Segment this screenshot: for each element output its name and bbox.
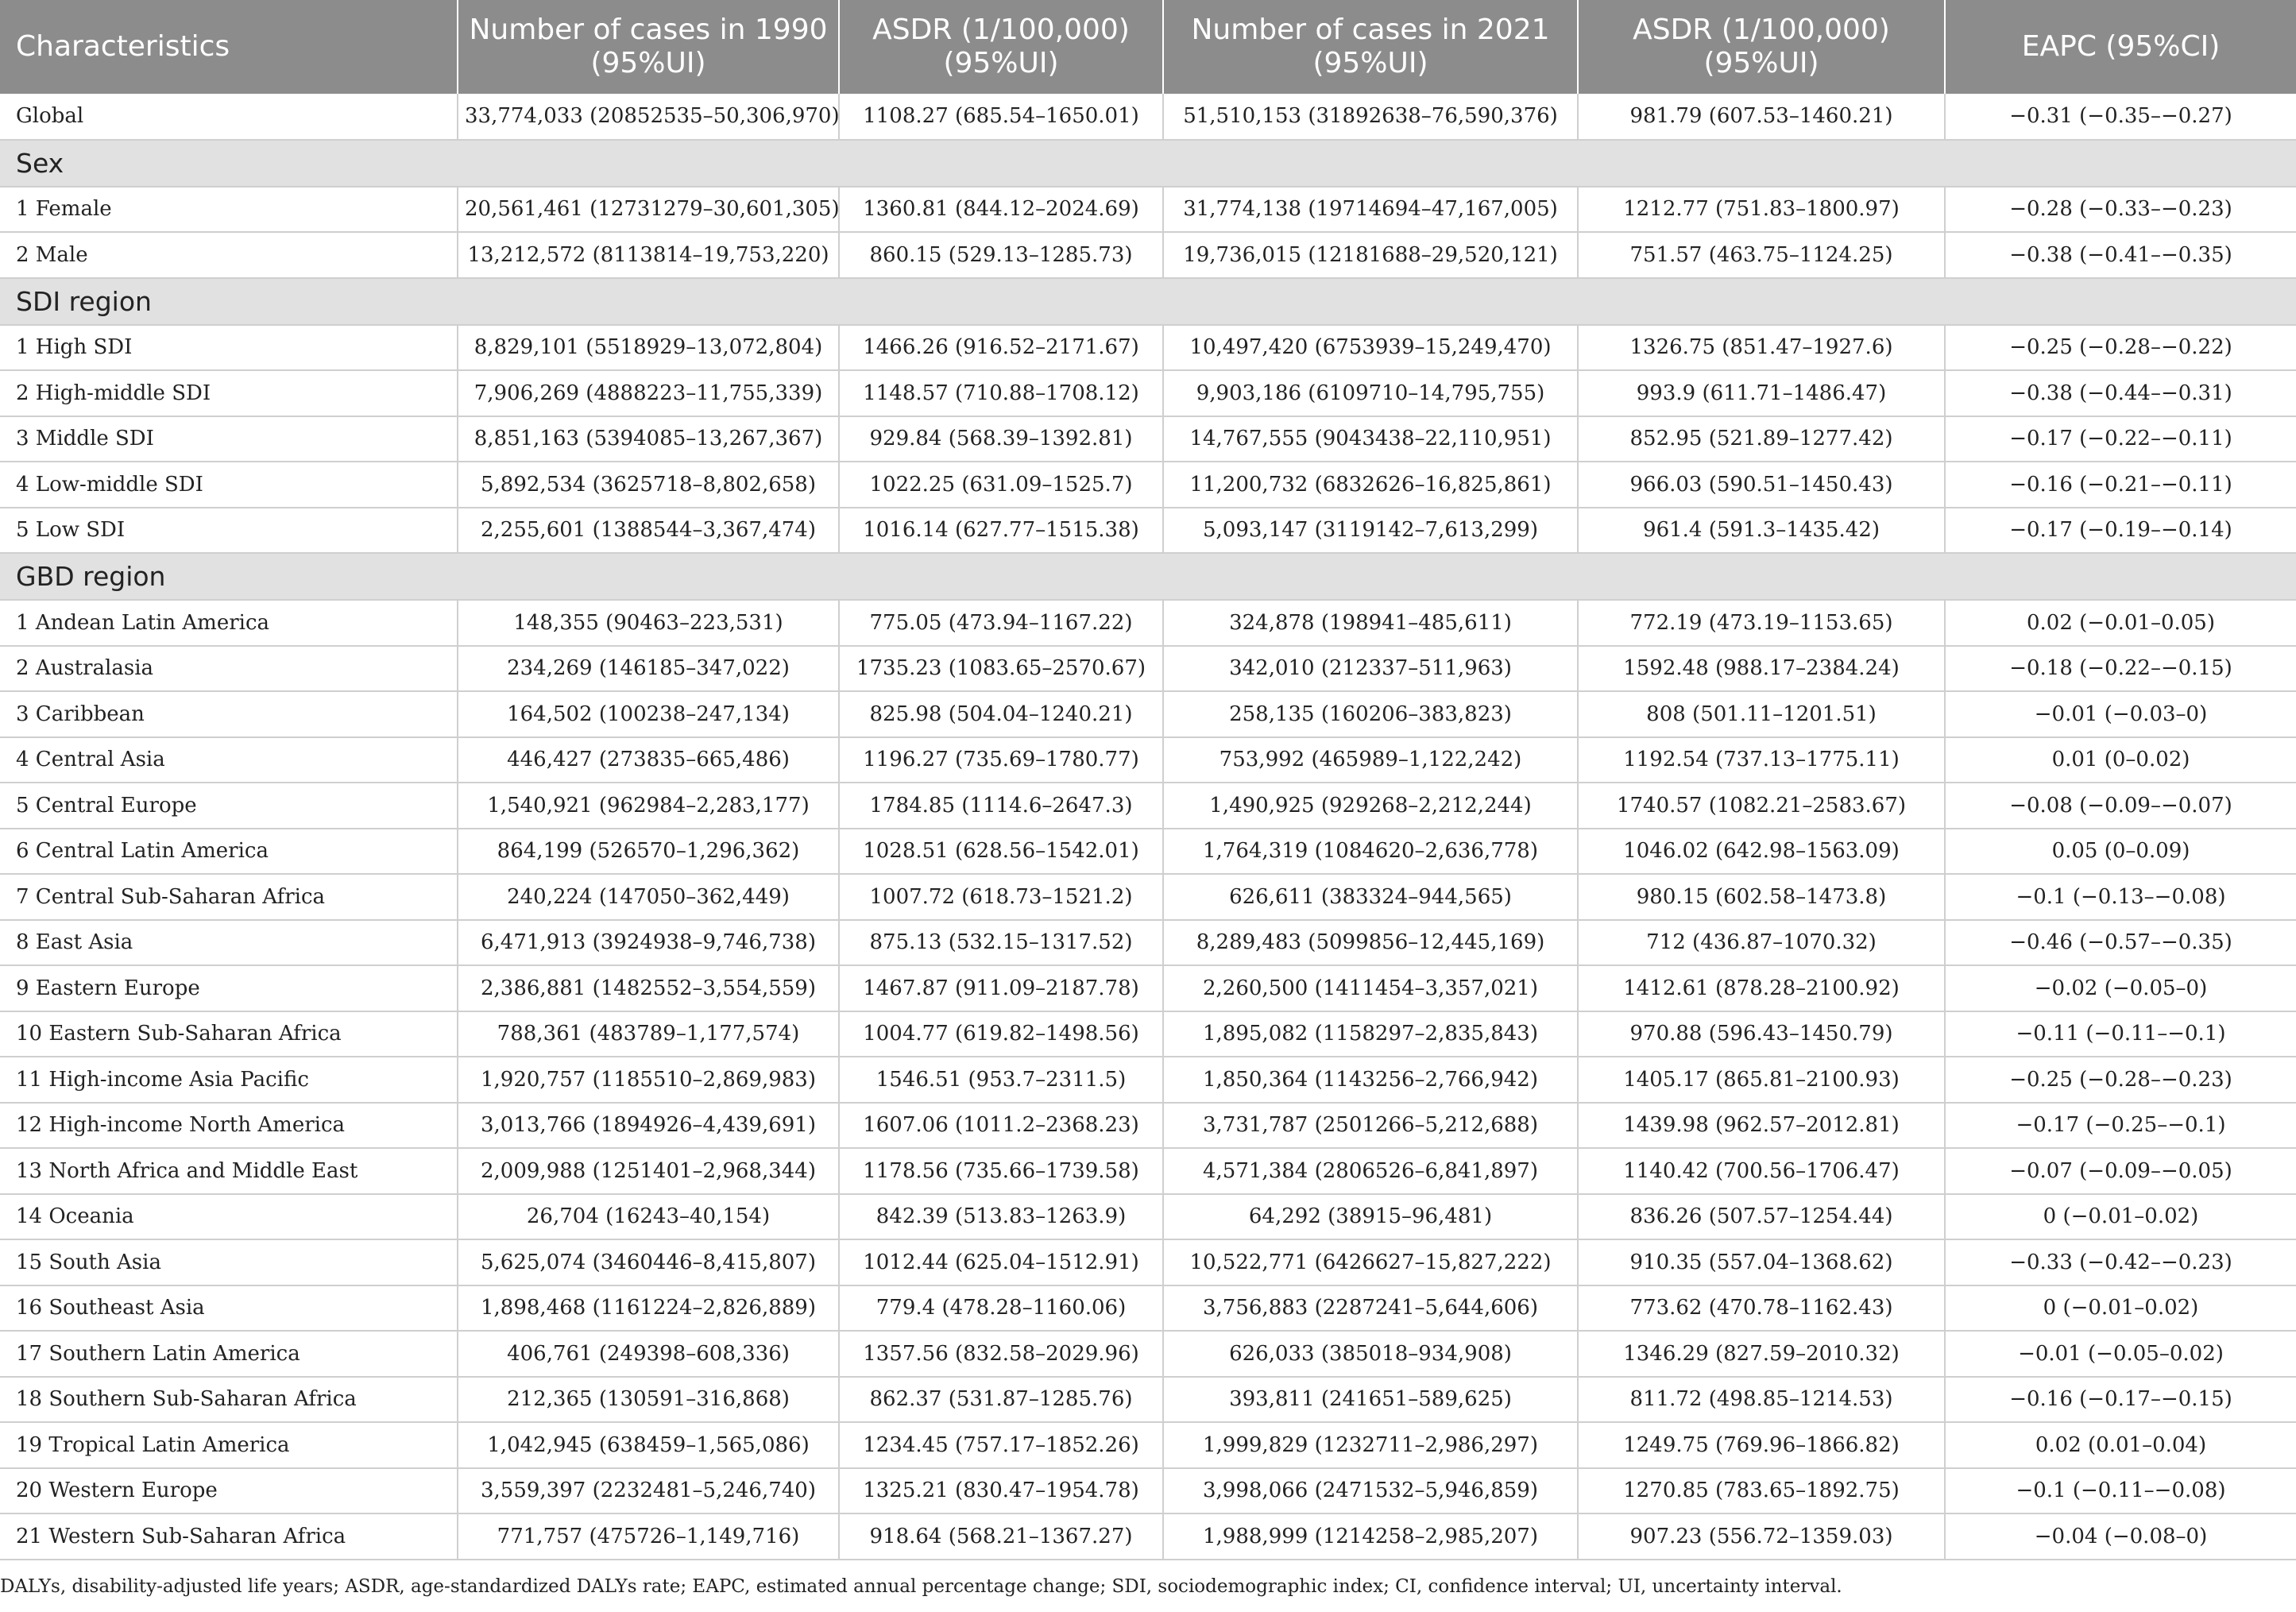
table-row: [0, 646, 2296, 692]
table-cell: −0.08 (−0.09–−0.07): [1945, 783, 2296, 829]
table-cell: 775.05 (473.94–1167.22): [839, 600, 1163, 646]
table-cell: 836.26 (507.57–1254.44): [1578, 1194, 1945, 1240]
table-cell: 6,471,913 (3924938–9,746,738): [458, 920, 839, 966]
table-cell: 13,212,572 (8113814–19,753,220): [458, 232, 839, 278]
table-cell: −0.33 (−0.42–−0.23): [1945, 1239, 2296, 1285]
table-cell: 771,757 (475726–1,149,716): [458, 1513, 839, 1560]
row-label: 9 Eastern Europe: [0, 965, 458, 1011]
table-cell: 5,093,147 (3119142–7,613,299): [1163, 508, 1578, 554]
table-cell: 4,571,384 (2806526–6,841,897): [1163, 1148, 1578, 1194]
table-cell: 1004.77 (619.82–1498.56): [839, 1011, 1163, 1057]
table-cell: 1740.57 (1082.21–2583.67): [1578, 783, 1945, 829]
table-cell: 907.23 (556.72–1359.03): [1578, 1513, 1945, 1560]
table-cell: 1270.85 (783.65–1892.75): [1578, 1468, 1945, 1514]
table-cell: 2,009,988 (1251401–2,968,344): [458, 1148, 839, 1194]
table-cell: 258,135 (160206–383,823): [1163, 691, 1578, 737]
table-cell: 1466.26 (916.52–2171.67): [839, 325, 1163, 371]
table-cell: 0 (−0.01–0.02): [1945, 1285, 2296, 1332]
table-row: [0, 965, 2296, 1011]
row-label: 6 Central Latin America: [0, 829, 458, 875]
row-label: 4 Low-middle SDI: [0, 462, 458, 508]
table-row: [0, 1057, 2296, 1103]
table-cell: 164,502 (100238–247,134): [458, 691, 839, 737]
table-cell: 8,829,101 (5518929–13,072,804): [458, 325, 839, 371]
table-cell: 779.4 (478.28–1160.06): [839, 1285, 1163, 1332]
table-cell: −0.25 (−0.28–−0.23): [1945, 1057, 2296, 1103]
table-cell: 9,903,186 (6109710–14,795,755): [1163, 370, 1578, 416]
table-cell: 862.37 (531.87–1285.76): [839, 1377, 1163, 1423]
table-cell: 1,999,829 (1232711–2,986,297): [1163, 1422, 1578, 1468]
table-cell: 970.88 (596.43–1450.79): [1578, 1011, 1945, 1057]
table-cell: 393,811 (241651–589,625): [1163, 1377, 1578, 1423]
table-cell: 1012.44 (625.04–1512.91): [839, 1239, 1163, 1285]
table-row: [0, 416, 2296, 462]
row-label: Global: [0, 94, 458, 140]
table-cell: 1234.45 (757.17–1852.26): [839, 1422, 1163, 1468]
table-row: [0, 1513, 2296, 1560]
table-cell: −0.07 (−0.09–−0.05): [1945, 1148, 2296, 1194]
row-label: 19 Tropical Latin America: [0, 1422, 458, 1468]
section-header: Sex: [0, 140, 2296, 187]
table-cell: 14,767,555 (9043438–22,110,951): [1163, 416, 1578, 462]
table-cell: 0.02 (−0.01–0.05): [1945, 600, 2296, 646]
table-cell: −0.17 (−0.22–−0.11): [1945, 416, 2296, 462]
row-label: 1 Female: [0, 187, 458, 233]
table-cell: 864,199 (526570–1,296,362): [458, 829, 839, 875]
table-cell: 1,850,364 (1143256–2,766,942): [1163, 1057, 1578, 1103]
table-cell: 19,736,015 (12181688–29,520,121): [1163, 232, 1578, 278]
column-header-cases-2021: Number of cases in 2021 (95%UI): [1163, 0, 1578, 94]
table-cell: 1735.23 (1083.65–2570.67): [839, 646, 1163, 692]
table-cell: 324,878 (198941–485,611): [1163, 600, 1578, 646]
row-label: 17 Southern Latin America: [0, 1331, 458, 1377]
row-label: 2 High-middle SDI: [0, 370, 458, 416]
row-label: 15 South Asia: [0, 1239, 458, 1285]
table-cell: 1212.77 (751.83–1800.97): [1578, 187, 1945, 233]
table-cell: 7,906,269 (4888223–11,755,339): [458, 370, 839, 416]
table-cell: 1467.87 (911.09–2187.78): [839, 965, 1163, 1011]
row-label: 5 Central Europe: [0, 783, 458, 829]
table-cell: 51,510,153 (31892638–76,590,376): [1163, 94, 1578, 140]
column-header-asdr-1990: ASDR (1/100,000) (95%UI): [839, 0, 1163, 94]
table-cell: −0.01 (−0.03–0): [1945, 691, 2296, 737]
section-header-row: [0, 140, 2296, 187]
table-cell: −0.01 (−0.05–0.02): [1945, 1331, 2296, 1377]
table-row: [0, 1194, 2296, 1240]
table-cell: 1016.14 (627.77–1515.38): [839, 508, 1163, 554]
table-row: [0, 1148, 2296, 1194]
table-cell: 1,042,945 (638459–1,565,086): [458, 1422, 839, 1468]
table-row: [0, 508, 2296, 554]
table-cell: −0.18 (−0.22–−0.15): [1945, 646, 2296, 692]
table-cell: 446,427 (273835–665,486): [458, 737, 839, 783]
table-cell: −0.17 (−0.19–−0.14): [1945, 508, 2296, 554]
table-row: [0, 232, 2296, 278]
table-row: [0, 874, 2296, 920]
table-row: [0, 920, 2296, 966]
section-header-row: [0, 278, 2296, 325]
table-cell: 5,625,074 (3460446–8,415,807): [458, 1239, 839, 1285]
table-cell: 1,540,921 (962984–2,283,177): [458, 783, 839, 829]
table-cell: −0.31 (−0.35–−0.27): [1945, 94, 2296, 140]
table-cell: 234,269 (146185–347,022): [458, 646, 839, 692]
table-cell: 1546.51 (953.7–2311.5): [839, 1057, 1163, 1103]
table-cell: 31,774,138 (19714694–47,167,005): [1163, 187, 1578, 233]
row-label: 13 North Africa and Middle East: [0, 1148, 458, 1194]
row-label: 11 High-income Asia Pacific: [0, 1057, 458, 1103]
table-cell: 20,561,461 (12731279–30,601,305): [458, 187, 839, 233]
row-label: 8 East Asia: [0, 920, 458, 966]
table-cell: 1592.48 (988.17–2384.24): [1578, 646, 1945, 692]
table-cell: 1405.17 (865.81–2100.93): [1578, 1057, 1945, 1103]
table-row: [0, 783, 2296, 829]
table-cell: 860.15 (529.13–1285.73): [839, 232, 1163, 278]
table-cell: 966.03 (590.51–1450.43): [1578, 462, 1945, 508]
table-cell: 811.72 (498.85–1214.53): [1578, 1377, 1945, 1423]
table-cell: 1249.75 (769.96–1866.82): [1578, 1422, 1945, 1468]
table-row: [0, 1239, 2296, 1285]
row-label: 5 Low SDI: [0, 508, 458, 554]
column-header-cases-1990: Number of cases in 1990 (95%UI): [458, 0, 839, 94]
table-row: [0, 1331, 2296, 1377]
table-cell: 808 (501.11–1201.51): [1578, 691, 1945, 737]
table-cell: 918.64 (568.21–1367.27): [839, 1513, 1163, 1560]
table-cell: 875.13 (532.15–1317.52): [839, 920, 1163, 966]
table-cell: 910.35 (557.04–1368.62): [1578, 1239, 1945, 1285]
table-row: [0, 1422, 2296, 1468]
table-row: [0, 1377, 2296, 1423]
table-row: [0, 737, 2296, 783]
table-cell: 1,898,468 (1161224–2,826,889): [458, 1285, 839, 1332]
table-cell: 1,490,925 (929268–2,212,244): [1163, 783, 1578, 829]
table-cell: 1140.42 (700.56–1706.47): [1578, 1148, 1945, 1194]
table-cell: 1412.61 (878.28–2100.92): [1578, 965, 1945, 1011]
table-cell: 8,851,163 (5394085–13,267,367): [458, 416, 839, 462]
table-cell: 852.95 (521.89–1277.42): [1578, 416, 1945, 462]
table-header: [0, 0, 2296, 94]
section-header: SDI region: [0, 278, 2296, 325]
table-cell: 1360.81 (844.12–2024.69): [839, 187, 1163, 233]
column-header-characteristics: Characteristics: [0, 0, 458, 94]
column-header-eapc: EAPC (95%CI): [1945, 0, 2296, 94]
table-cell: 1028.51 (628.56–1542.01): [839, 829, 1163, 875]
section-header-row: [0, 553, 2296, 600]
row-label: 2 Male: [0, 232, 458, 278]
row-label: 3 Middle SDI: [0, 416, 458, 462]
table-cell: 1325.21 (830.47–1954.78): [839, 1468, 1163, 1514]
table-cell: 148,355 (90463–223,531): [458, 600, 839, 646]
table-cell: 3,013,766 (1894926–4,439,691): [458, 1103, 839, 1149]
table-row: [0, 325, 2296, 371]
table-cell: 753,992 (465989–1,122,242): [1163, 737, 1578, 783]
table-cell: 1607.06 (1011.2–2368.23): [839, 1103, 1163, 1149]
table-row: [0, 187, 2296, 233]
table-cell: 825.98 (504.04–1240.21): [839, 691, 1163, 737]
table-footnote: DALYs, disability-adjusted life years; ASDR, age-standardized DALYs rate; EAPC, estimated annual percentage change; SDI, sociodemographic index; CI, confidence interval; UI, uncertainty interval.: [0, 1576, 1842, 1597]
table-cell: 626,611 (383324–944,565): [1163, 874, 1578, 920]
table-cell: −0.28 (−0.33–−0.23): [1945, 187, 2296, 233]
table-cell: 212,365 (130591–316,868): [458, 1377, 839, 1423]
table-row: [0, 829, 2296, 875]
table-cell: 712 (436.87–1070.32): [1578, 920, 1945, 966]
table-cell: 0.05 (0–0.09): [1945, 829, 2296, 875]
table-row: [0, 1011, 2296, 1057]
table-cell: 961.4 (591.3–1435.42): [1578, 508, 1945, 554]
table-body: [0, 94, 2296, 1560]
table-cell: 980.15 (602.58–1473.8): [1578, 874, 1945, 920]
table-cell: 10,522,771 (6426627–15,827,222): [1163, 1239, 1578, 1285]
table-cell: 1,988,999 (1214258–2,985,207): [1163, 1513, 1578, 1560]
table-cell: 1,895,082 (1158297–2,835,843): [1163, 1011, 1578, 1057]
row-label: 3 Caribbean: [0, 691, 458, 737]
table-cell: 751.57 (463.75–1124.25): [1578, 232, 1945, 278]
table-cell: 1007.72 (618.73–1521.2): [839, 874, 1163, 920]
table-cell: 1196.27 (735.69–1780.77): [839, 737, 1163, 783]
table-row: [0, 600, 2296, 646]
table-cell: 1326.75 (851.47–1927.6): [1578, 325, 1945, 371]
table-row: [0, 1285, 2296, 1332]
table-cell: −0.1 (−0.13–−0.08): [1945, 874, 2296, 920]
table-cell: 240,224 (147050–362,449): [458, 874, 839, 920]
table-cell: −0.11 (−0.11–−0.1): [1945, 1011, 2296, 1057]
table-cell: 33,774,033 (20852535–50,306,970): [458, 94, 839, 140]
row-label: 10 Eastern Sub-Saharan Africa: [0, 1011, 458, 1057]
table-row: [0, 1103, 2296, 1149]
row-label: 14 Oceania: [0, 1194, 458, 1240]
row-label: 16 Southeast Asia: [0, 1285, 458, 1332]
table-cell: −0.16 (−0.21–−0.11): [1945, 462, 2296, 508]
table-cell: 1,920,757 (1185510–2,869,983): [458, 1057, 839, 1103]
table-cell: 0.02 (0.01–0.04): [1945, 1422, 2296, 1468]
table-cell: 8,289,483 (5099856–12,445,169): [1163, 920, 1578, 966]
row-label: 1 High SDI: [0, 325, 458, 371]
table-cell: 26,704 (16243–40,154): [458, 1194, 839, 1240]
table-cell: 981.79 (607.53–1460.21): [1578, 94, 1945, 140]
row-label: 12 High-income North America: [0, 1103, 458, 1149]
table-cell: 626,033 (385018–934,908): [1163, 1331, 1578, 1377]
table-cell: 1192.54 (737.13–1775.11): [1578, 737, 1945, 783]
table-cell: 1108.27 (685.54–1650.01): [839, 94, 1163, 140]
table-cell: 10,497,420 (6753939–15,249,470): [1163, 325, 1578, 371]
table-cell: 2,260,500 (1411454–3,357,021): [1163, 965, 1578, 1011]
row-label: 21 Western Sub-Saharan Africa: [0, 1513, 458, 1560]
table-cell: 2,386,881 (1482552–3,554,559): [458, 965, 839, 1011]
table-cell: 342,010 (212337–511,963): [1163, 646, 1578, 692]
table-row: [0, 1468, 2296, 1514]
row-label: 20 Western Europe: [0, 1468, 458, 1514]
table-cell: 1784.85 (1114.6–2647.3): [839, 783, 1163, 829]
row-label: 18 Southern Sub-Saharan Africa: [0, 1377, 458, 1423]
table-row: [0, 94, 2296, 140]
table-cell: 3,998,066 (2471532–5,946,859): [1163, 1468, 1578, 1514]
table-cell: 1046.02 (642.98–1563.09): [1578, 829, 1945, 875]
row-label: 2 Australasia: [0, 646, 458, 692]
table-cell: −0.25 (−0.28–−0.22): [1945, 325, 2296, 371]
table-cell: 0 (−0.01–0.02): [1945, 1194, 2296, 1240]
table-cell: 1357.56 (832.58–2029.96): [839, 1331, 1163, 1377]
table-cell: −0.16 (−0.17–−0.15): [1945, 1377, 2296, 1423]
table-cell: 929.84 (568.39–1392.81): [839, 416, 1163, 462]
header-row: [0, 0, 2296, 94]
table-cell: −0.46 (−0.57–−0.35): [1945, 920, 2296, 966]
table-cell: 1346.29 (827.59–2010.32): [1578, 1331, 1945, 1377]
table-cell: −0.02 (−0.05–0): [1945, 965, 2296, 1011]
table-cell: 788,361 (483789–1,177,574): [458, 1011, 839, 1057]
row-label: 4 Central Asia: [0, 737, 458, 783]
table-cell: −0.38 (−0.44–−0.31): [1945, 370, 2296, 416]
table-cell: 11,200,732 (6832626–16,825,861): [1163, 462, 1578, 508]
table-cell: 1178.56 (735.66–1739.58): [839, 1148, 1163, 1194]
table-cell: 993.9 (611.71–1486.47): [1578, 370, 1945, 416]
table-cell: 0.01 (0–0.02): [1945, 737, 2296, 783]
table-cell: −0.38 (−0.41–−0.35): [1945, 232, 2296, 278]
column-header-asdr-2021: ASDR (1/100,000) (95%UI): [1578, 0, 1945, 94]
table-row: [0, 370, 2296, 416]
table-cell: 1148.57 (710.88–1708.12): [839, 370, 1163, 416]
table-cell: 3,731,787 (2501266–5,212,688): [1163, 1103, 1578, 1149]
table-cell: −0.17 (−0.25–−0.1): [1945, 1103, 2296, 1149]
table-cell: 5,892,534 (3625718–8,802,658): [458, 462, 839, 508]
table-row: [0, 691, 2296, 737]
table-cell: 406,761 (249398–608,336): [458, 1331, 839, 1377]
table-cell: 1439.98 (962.57–2012.81): [1578, 1103, 1945, 1149]
row-label: 1 Andean Latin America: [0, 600, 458, 646]
table-cell: 842.39 (513.83–1263.9): [839, 1194, 1163, 1240]
table-cell: 1022.25 (631.09–1525.7): [839, 462, 1163, 508]
table-cell: 64,292 (38915–96,481): [1163, 1194, 1578, 1240]
row-label: 7 Central Sub-Saharan Africa: [0, 874, 458, 920]
section-header: GBD region: [0, 553, 2296, 600]
table-cell: −0.1 (−0.11–−0.08): [1945, 1468, 2296, 1514]
table-cell: −0.04 (−0.08–0): [1945, 1513, 2296, 1560]
table-row: [0, 462, 2296, 508]
table-cell: 2,255,601 (1388544–3,367,474): [458, 508, 839, 554]
table-cell: 3,559,397 (2232481–5,246,740): [458, 1468, 839, 1514]
table-cell: 1,764,319 (1084620–2,636,778): [1163, 829, 1578, 875]
table-cell: 3,756,883 (2287241–5,644,606): [1163, 1285, 1578, 1332]
table-cell: 772.19 (473.19–1153.65): [1578, 600, 1945, 646]
table-cell: 773.62 (470.78–1162.43): [1578, 1285, 1945, 1332]
